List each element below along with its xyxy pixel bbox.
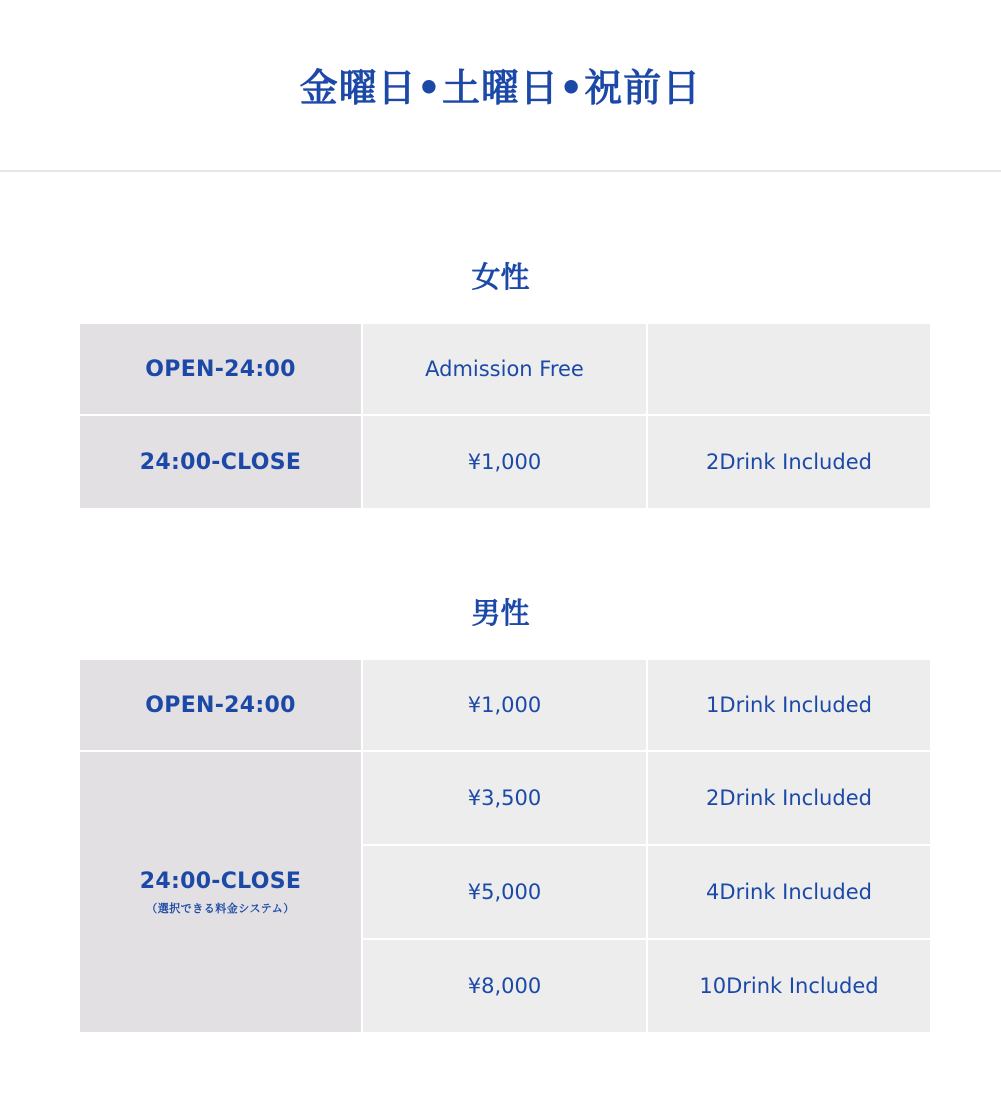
men-option-2-drink: 4Drink Included (648, 846, 930, 938)
women-row-2-time: 24:00-CLOSE (80, 416, 361, 508)
page-title: 金曜日•土曜日•祝前日 (299, 66, 702, 110)
men-row-1-drink: 1Drink Included (648, 660, 930, 750)
women-row-1-price: Admission Free (363, 324, 646, 414)
men-option-3-drink: 10Drink Included (648, 940, 930, 1032)
men-option-1-drink: 2Drink Included (648, 752, 930, 844)
men-row-1-time: OPEN-24:00 (80, 660, 361, 750)
women-row-1-time: OPEN-24:00 (80, 324, 361, 414)
men-close-time (80, 752, 361, 1032)
men-option-1-price: ¥3,500 (363, 752, 646, 844)
women-row-1-drink (648, 324, 930, 414)
women-row-2-drink: 2Drink Included (648, 416, 930, 508)
women-section-title: 女性 (471, 260, 530, 294)
men-option-2-price: ¥5,000 (363, 846, 646, 938)
men-option-3-price: ¥8,000 (363, 940, 646, 1032)
men-close-label: 24:00-CLOSE (139, 868, 302, 894)
header-divider (0, 170, 1001, 172)
men-close-note: （選択できる料金システム） (146, 901, 295, 915)
women-row-2-price: ¥1,000 (363, 416, 646, 508)
men-section-title: 男性 (471, 596, 530, 630)
men-row-1-price: ¥1,000 (363, 660, 646, 750)
